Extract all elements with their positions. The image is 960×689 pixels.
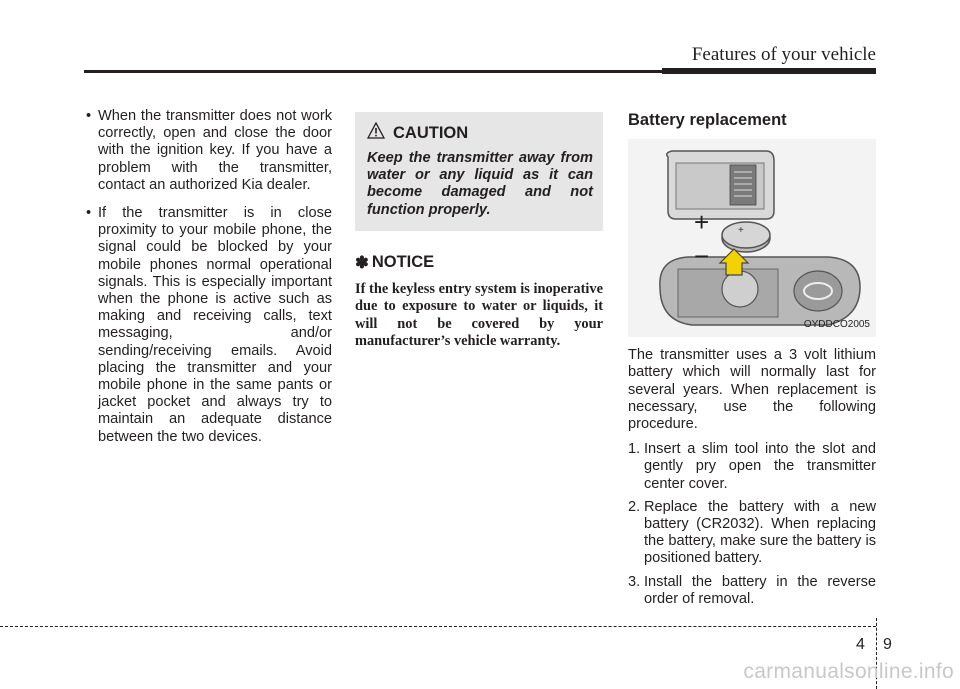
- list-item: [628, 441, 876, 493]
- coin-battery-icon: [722, 222, 770, 252]
- page-number: 9: [883, 636, 892, 653]
- section-title: Battery replacement: [628, 111, 787, 129]
- bullet-text: When the transmitter does not work correctly, open and close the door with the ignition key. If you have a problem with the transmitter, contact an authorized Kia dealer.: [98, 108, 332, 193]
- transmitter-body-icon: [660, 257, 860, 325]
- warning-triangle-icon: [367, 122, 385, 144]
- battery-figure: [628, 139, 876, 337]
- svg-text:+: +: [738, 225, 744, 237]
- caution-header: [367, 122, 593, 144]
- notice-star-icon: ✽: [355, 253, 369, 272]
- step-text: Replace the battery with a new battery (CR2032). When replacing the battery, make sure the battery is positioned battery.: [644, 498, 876, 567]
- list-item: [84, 205, 332, 446]
- transmitter-cover-icon: [667, 151, 774, 219]
- notice-title: NOTICE: [371, 253, 435, 272]
- watermark[interactable]: carmanualsonline.info: [743, 660, 954, 683]
- steps-list: [628, 441, 876, 608]
- step-number: 1.: [628, 441, 641, 458]
- footer-rule: [0, 626, 876, 627]
- key-fob-illustration: [628, 139, 876, 337]
- polarity-plus: +: [694, 207, 710, 238]
- notice-header: [355, 253, 603, 273]
- column-left: [84, 108, 332, 457]
- step-text: Insert a slim tool into the slot and gently pry open the transmitter center cover.: [644, 441, 876, 492]
- chapter-number: 4: [856, 636, 865, 653]
- figure-caption: OYDDCO2005: [803, 319, 870, 330]
- bullet-text: If the transmitter is in close proximity to your mobile phone, the signal could be blocked by your mobile phones normal operational signals. This is especially important when the phone is active such as making and receiving calls, text messaging, and/or sending/receiving emails. Avoid placing the transmitter and your mobile phone in the same pants or jacket pocket and always try to maintain an adequate distance between the two devices.: [98, 205, 332, 445]
- notice-text: If the keyless entry system is inoperative due to exposure to water or liquids, it will not be covered by your manufacturer’s vehicle warranty.: [355, 280, 603, 350]
- bullet-icon: •: [86, 108, 92, 124]
- caution-box: [355, 112, 603, 231]
- column-right: [628, 108, 876, 614]
- step-text: Install the battery in the reverse order of removal.: [644, 573, 876, 607]
- polarity-minus: −: [694, 241, 710, 272]
- caution-text: Keep the transmitter away from water or any liquid as it can become damaged and not function properly.: [367, 150, 593, 218]
- column-middle: [355, 108, 603, 350]
- step-number: 3.: [628, 573, 641, 590]
- bullet-list: [84, 108, 332, 446]
- caution-title: CAUTION: [393, 123, 469, 142]
- list-item: [84, 108, 332, 194]
- list-item: [628, 499, 876, 568]
- bullet-icon: •: [86, 205, 92, 222]
- battery-intro: The transmitter uses a 3 volt lithium battery which will normally last for several years. When replacement is necessary, use the following procedure.: [628, 347, 876, 433]
- header-title: Features of your vehicle: [691, 44, 876, 65]
- step-number: 2.: [628, 498, 641, 515]
- header-rule-accent: [662, 68, 876, 74]
- list-item: [628, 574, 876, 608]
